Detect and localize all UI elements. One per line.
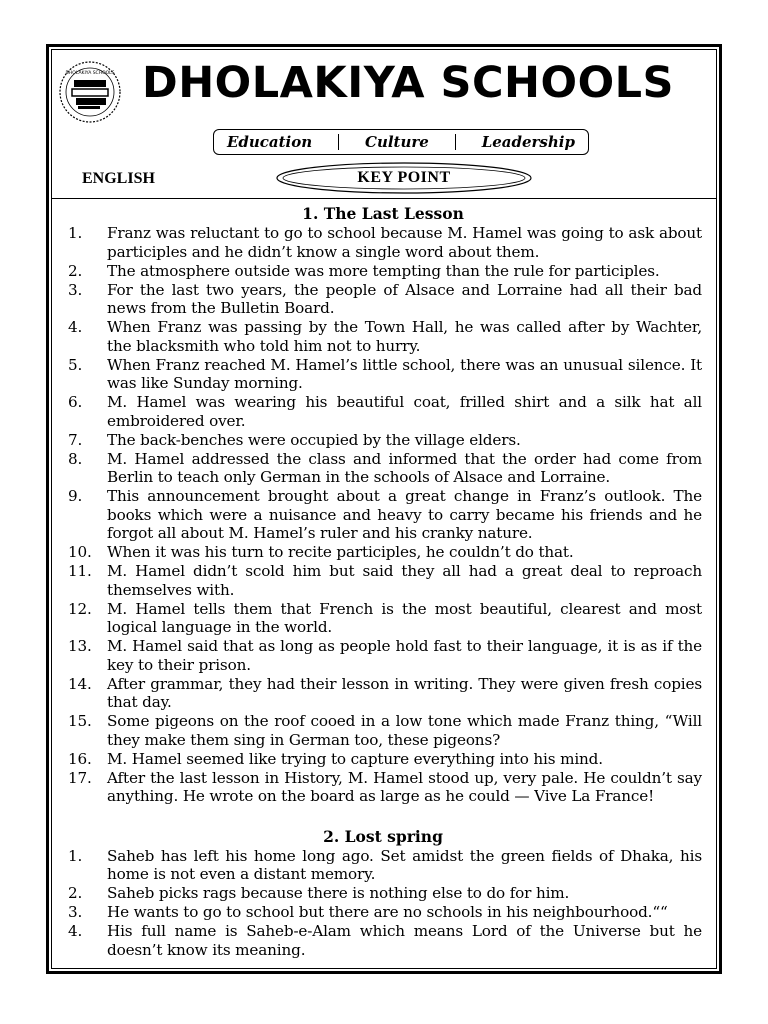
item-number: 8.: [68, 449, 83, 468]
item-text: The atmosphere outside was more tempting than the rule for participles.: [107, 261, 660, 280]
item-number: 13.: [68, 637, 92, 655]
list-item: [62, 769, 702, 806]
list-item: [62, 281, 702, 318]
list-item: [62, 675, 702, 712]
header-divider: [52, 198, 716, 199]
item-text: When it was his turn to recite participles, he couldn’t do that.: [107, 543, 574, 561]
item-text: M. Hamel seemed like trying to capture everything into his mind.: [107, 749, 603, 768]
list-item: [62, 356, 702, 393]
item-number: 1.: [68, 846, 83, 865]
item-text: He wants to go to school but there are no schools in his neighbourhood.““: [107, 903, 668, 921]
item-number: 3.: [68, 280, 83, 299]
item-number: 14.: [68, 674, 92, 693]
tagline-culture: Culture: [365, 133, 429, 151]
section-last-lesson: [62, 204, 702, 806]
item-number: 6.: [68, 393, 83, 411]
school-logo: [58, 60, 122, 124]
item-text: When Franz reached M. Hamel’s little school, there was an unusual silence. It was like Sunday morning.: [107, 355, 702, 392]
tagline-leadership: Leadership: [481, 133, 575, 151]
item-text: After the last lesson in History, M. Hamel stood up, very pale. He couldn’t say anything. He wrote on the board as large as he could — Vive La France!: [107, 768, 702, 805]
tagline-education: Education: [226, 133, 313, 151]
document-header: [52, 50, 716, 198]
item-number: 9.: [68, 487, 83, 505]
item-number: 17.: [68, 768, 92, 787]
list-item: [62, 431, 702, 450]
document-body: [62, 204, 702, 960]
item-number: 5.: [68, 355, 83, 374]
item-text: The back-benches were occupied by the village elders.: [107, 430, 521, 449]
item-text: Saheb has left his home long ago. Set amidst the green fields of Dhaka, his home is not even a distant memory.: [107, 846, 702, 883]
item-number: 16.: [68, 749, 92, 768]
item-number: 4.: [68, 318, 83, 336]
list-item: [62, 712, 702, 749]
item-number: 12.: [68, 599, 92, 618]
tagline-divider: [338, 134, 339, 150]
item-number: 7.: [68, 430, 83, 449]
list-item: [62, 262, 702, 281]
item-text: For the last two years, the people of Alsace and Lorraine had all their bad news from the Bulletin Board.: [107, 280, 702, 317]
list-item: [62, 450, 702, 487]
item-number: 2.: [68, 261, 83, 280]
item-text: After grammar, they had their lesson in writing. They were given fresh copies that day.: [107, 674, 702, 711]
tagline-box: [213, 129, 589, 155]
list-item: [62, 393, 702, 430]
point-list: [62, 847, 702, 960]
item-number: 10.: [68, 543, 92, 561]
list-item: [62, 847, 702, 884]
item-number: 2.: [68, 884, 83, 902]
item-text: When Franz was passing by the Town Hall, he was called after by Wachter, the blacksmith who told him not to hurry.: [107, 318, 702, 355]
item-text: M. Hamel was wearing his beautiful coat, frilled shirt and a silk hat all embroidered over.: [107, 393, 702, 430]
section-title: 2. Lost spring: [323, 826, 443, 846]
item-number: 1.: [68, 224, 83, 242]
item-text: Franz was reluctant to go to school because M. Hamel was going to ask about participles and he didn’t know a single word about them.: [107, 224, 702, 261]
list-item: [62, 903, 702, 922]
list-item: [62, 543, 702, 562]
section-lost-spring: [62, 827, 702, 960]
list-item: [62, 562, 702, 599]
list-item: [62, 637, 702, 674]
list-item: [62, 922, 702, 959]
list-item: [62, 884, 702, 903]
list-item: [62, 487, 702, 543]
school-name: DHOLAKIYA SCHOOLS: [142, 58, 674, 108]
section-title: 1. The Last Lesson: [302, 204, 464, 223]
item-number: 3.: [68, 903, 83, 921]
item-text: His full name is Saheb-e-Alam which means Lord of the Universe but he doesn’t know its meaning.: [107, 922, 702, 959]
item-number: 4.: [68, 922, 83, 940]
item-text: Saheb picks rags because there is nothing else to do for him.: [107, 884, 570, 902]
item-text: Some pigeons on the roof cooed in a low tone which made Franz thing, “Will they make them sing in German too, these pigeons?: [107, 712, 702, 749]
key-point-label: KEY POINT: [357, 169, 451, 186]
logo-text: DHOLAKIYA SCHOOLS: [65, 71, 115, 76]
list-item: [62, 750, 702, 769]
list-item: [62, 318, 702, 355]
tagline-divider: [455, 134, 456, 150]
list-item: [62, 600, 702, 637]
item-text: M. Hamel addressed the class and informed that the order had come from Berlin to teach only German in the schools of Alsace and Lorraine.: [107, 449, 702, 486]
key-point-badge: [274, 160, 534, 196]
item-text: M. Hamel didn’t scold him but said they all had a great deal to reproach themselves with.: [107, 562, 702, 599]
item-number: 15.: [68, 712, 92, 730]
item-text: This announcement brought about a great change in Franz’s outlook. The books which were a nuisance and heavy to carry became his friends and he forgot all about M. Hamel’s ruler and his cranky nature.: [107, 487, 702, 542]
point-list: [62, 224, 702, 806]
subject-label: ENGLISH: [82, 170, 155, 187]
item-number: 11.: [68, 562, 92, 580]
item-text: M. Hamel tells them that French is the most beautiful, clearest and most logical language in the world.: [107, 599, 702, 636]
item-text: M. Hamel said that as long as people hold fast to their language, it is as if the key to their prison.: [107, 637, 702, 674]
list-item: [62, 224, 702, 261]
